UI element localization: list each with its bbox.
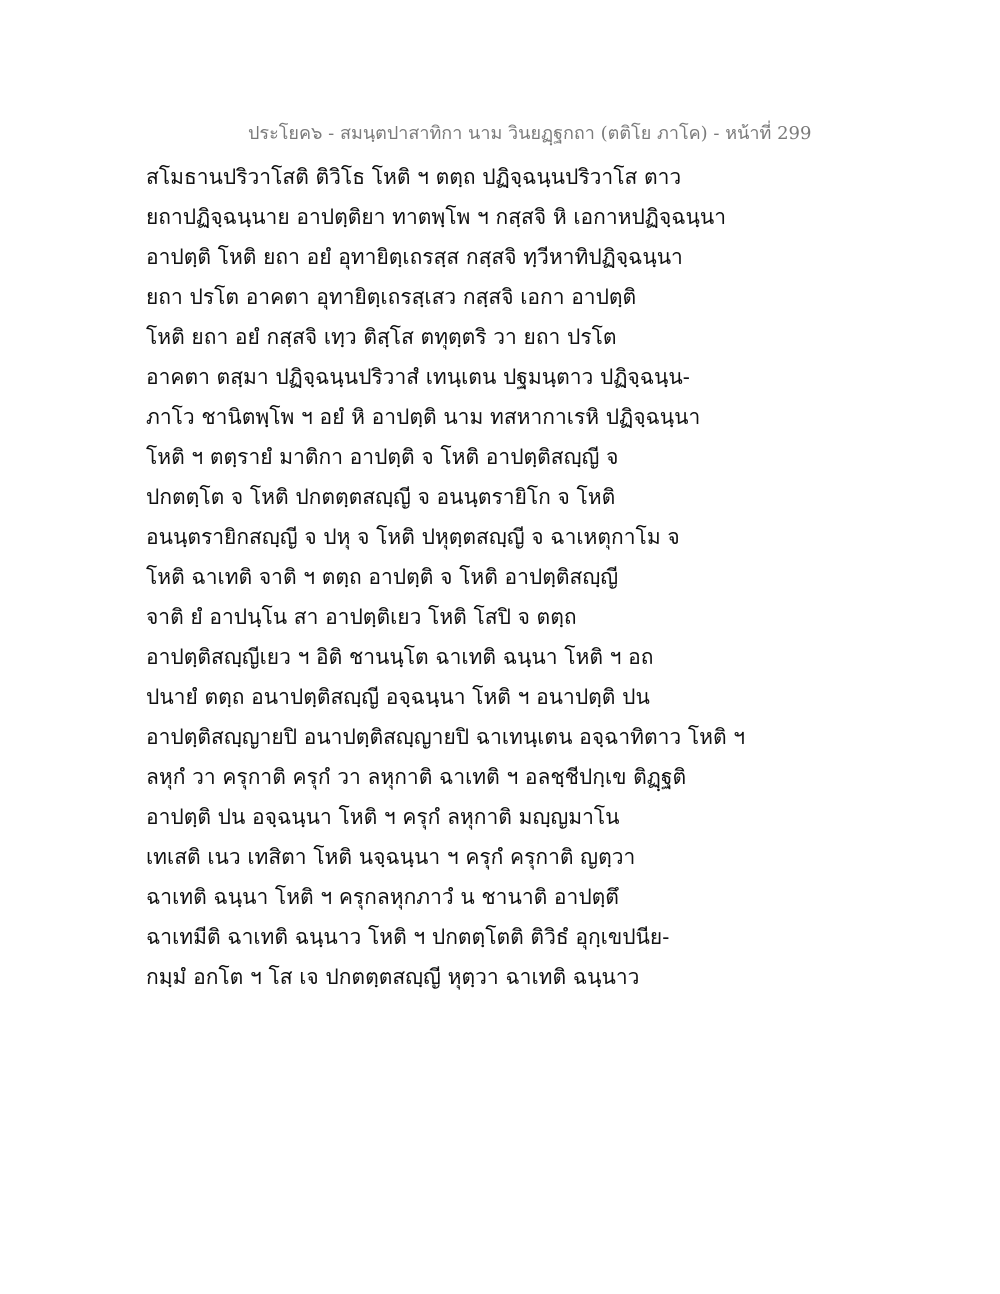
- text-line: จาติ ยํ อาปนฺโน สา อาปตฺติเยว โหติ โสปิ จ ตตฺถ: [146, 605, 577, 629]
- text-line: สโมธานปริวาโสติ ติวิโธ โหติ ฯ ตตฺถ ปฏิจฺฉนฺนปริวาโส ตาว: [146, 165, 682, 189]
- text-line: อาปตฺติสญฺญายปิ อนาปตฺติสญฺญายปิ ฉาเทนฺเตน อจฺฉาทิตาว โหติ ฯ: [146, 725, 746, 749]
- text-line: อนนฺตรายิกสญฺญี จ ปหุ จ โหติ ปหุตฺตสญฺญี จ ฉาเหตุกาโม จ: [146, 525, 680, 549]
- text-line: โหติ ยถา อยํ กสฺสจิ เทฺว ติสฺโส ตทุตฺตริ วา ยถา ปรโต: [146, 325, 617, 349]
- running-header: ประโยค๖ - สมนฺตปาสาทิกา นาม วินยฏฺฐกถา (ตติโย ภาโค) - หน้าที่ 299: [248, 123, 812, 144]
- text-line: ยถาปฏิจฺฉนฺนาย อาปตฺติยา ทาตพฺโพ ฯ กสฺสจิ หิ เอกาหปฏิจฺฉนฺนา: [146, 205, 727, 229]
- text-line: ปนายํ ตตฺถ อนาปตฺติสญฺญี อจฺฉนฺนา โหติ ฯ อนาปตฺติ ปน: [146, 685, 650, 709]
- text-line: อาปตฺติ โหติ ยถา อยํ อุทายิตฺเถรสฺส กสฺสจิ ทฺวีหาทิปฏิจฺฉนฺนา: [146, 245, 683, 269]
- text-line: ลหุกํ วา ครุกาติ ครุกํ วา ลหุกาติ ฉาเทติ ฯ อลชฺชีปกฺเข ติฏฺฐติ: [146, 765, 687, 789]
- text-line: ฉาเทติ ฉนฺนา โหติ ฯ ครุกลหุกภาวํ น ชานาติ อาปตฺตึ: [146, 885, 619, 909]
- body-text: [146, 157, 746, 997]
- text-line: เทเสติ เนว เทสิตา โหติ นจฺฉนฺนา ฯ ครุกํ ครุกาติ ญตฺวา: [146, 845, 636, 869]
- text-line: ภาโว ชานิตพฺโพ ฯ อยํ หิ อาปตฺติ นาม ทสหากาเรหิ ปฏิจฺฉนฺนา: [146, 405, 701, 429]
- text-line: โหติ ฉาเทติ จาติ ฯ ตตฺถ อาปตฺติ จ โหติ อาปตฺติสญฺญี: [146, 565, 619, 589]
- text-line: ปกตตฺโต จ โหติ ปกตตฺตสญฺญี จ อนนฺตรายิโก จ โหติ: [146, 485, 616, 509]
- text-line: อาคตา ตสฺมา ปฏิจฺฉนฺนปริวาสํ เทนฺเตน ปฐมนฺตาว ปฏิจฺฉนฺน-: [146, 365, 690, 389]
- text-line: ฉาเทมีติ ฉาเทติ ฉนฺนาว โหติ ฯ ปกตตฺโตติ ติวิธํ อุกฺเขปนีย-: [146, 925, 670, 949]
- text-line: อาปตฺติสญฺญีเยว ฯ อิติ ชานนฺโต ฉาเทติ ฉนฺนา โหติ ฯ อถ: [146, 645, 654, 669]
- text-line: ยถา ปรโต อาคตา อุทายิตฺเถรสฺเสว กสฺสจิ เอกา อาปตฺติ: [146, 285, 637, 309]
- text-line: กมฺมํ อกโต ฯ โส เจ ปกตตฺตสญฺญี หุตฺวา ฉาเทติ ฉนฺนาว: [146, 965, 640, 989]
- text-line: โหติ ฯ ตตฺรายํ มาติกา อาปตฺติ จ โหติ อาปตฺติสญฺญี จ: [146, 445, 619, 469]
- text-line: อาปตฺติ ปน อจฺฉนฺนา โหติ ฯ ครุกํ ลหุกาติ มญฺญมาโน: [146, 805, 620, 829]
